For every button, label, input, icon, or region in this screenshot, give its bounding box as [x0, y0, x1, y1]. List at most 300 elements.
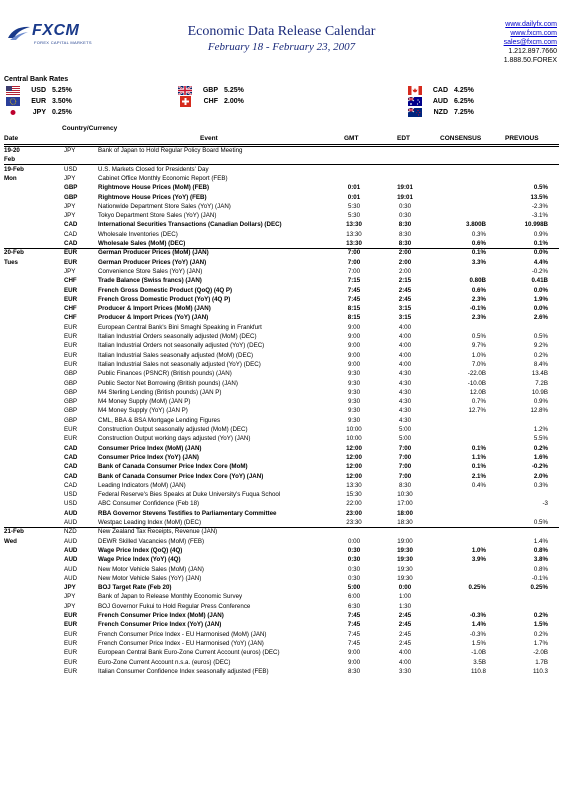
currency-cell: AUD [64, 565, 78, 573]
table-row [0, 202, 563, 211]
rate-chf: CHF 2.00% [203, 98, 244, 105]
table-row [0, 592, 563, 601]
currency-cell: GBP [64, 370, 78, 378]
dailyfx-link[interactable]: www.dailyfx.com [505, 21, 557, 28]
previous-cell: 9.2% [533, 342, 548, 350]
gmt-cell: 9:00 [347, 360, 361, 368]
consensus-cell: 110.8 [470, 667, 486, 675]
gmt-cell: 12:00 [346, 472, 362, 480]
consensus-cell: 0.25% [468, 584, 486, 592]
consensus-cell: 0.1% [471, 444, 486, 452]
previous-cell: 5.5% [533, 435, 548, 443]
table-row [0, 248, 563, 257]
event-cell: M4 Sterling Lending (British pounds) (JAN P) [98, 388, 222, 396]
rate-usd: USD 5.25% [31, 87, 72, 94]
table-row [0, 341, 563, 350]
gmt-cell: 5:30 [347, 202, 361, 210]
currency-cell: JPY [64, 267, 76, 275]
edt-cell: 8:30 [398, 240, 412, 247]
currency-cell: CAD [64, 240, 78, 247]
table-row [0, 230, 563, 239]
consensus-cell: 0.7% [471, 398, 486, 406]
edt-cell: 19:30 [397, 556, 413, 564]
edt-cell: 10:30 [397, 491, 413, 499]
currency-cell: CAD [64, 453, 78, 461]
gmt-cell: 9:30 [347, 388, 361, 396]
previous-cell: 0.25% [530, 584, 548, 592]
currency-cell: AUD [64, 574, 78, 582]
event-cell: DEWR Skilled Vacancies (MoM) (FEB) [98, 537, 205, 545]
gmt-cell: 0:00 [347, 537, 361, 545]
previous-cell: 0.0% [533, 305, 548, 313]
header-gmt: GMT [344, 135, 359, 142]
event-cell: Producer & Import Prices (MoM) (JAN) [98, 305, 211, 313]
event-cell: Italian Industrial Orders seasonally adjusted (MoM) (DEC) [98, 333, 257, 340]
currency-cell: CAD [64, 230, 78, 238]
event-cell: Italian Industrial Sales not seasonally adjusted (YoY) (DEC) [98, 360, 261, 368]
event-cell: Bank of Canada Consumer Price Index Core (YoY) (JAN) [98, 472, 264, 480]
header-edt: EDT [397, 135, 410, 142]
currency-cell: EUR [64, 333, 78, 340]
table-row [0, 174, 563, 183]
phone-number: 1.212.897.7660 [508, 48, 557, 55]
event-cell: French Gross Domestic Product (QoQ) (4Q P) [98, 286, 233, 294]
edt-cell: 7:00 [398, 453, 412, 461]
table-row [0, 444, 563, 453]
currency-cell: USD [64, 500, 78, 508]
event-cell: French Consumer Price Index - EU Harmonised (MoM) (JAN) [98, 630, 267, 638]
previous-cell: 0.0% [533, 249, 548, 257]
event-cell: Italian Industrial Orders not seasonally adjusted (YoY) (DEC) [98, 342, 265, 350]
table-row [0, 369, 563, 378]
gmt-cell: 7:45 [347, 612, 361, 619]
table-row [0, 472, 563, 481]
edt-cell: 2:00 [398, 258, 412, 266]
event-cell: Italian Industrial Sales seasonally adjusted (MoM) (DEC) [98, 351, 254, 359]
gmt-cell: 9:30 [347, 407, 361, 415]
currency-cell: EUR [64, 323, 78, 331]
table-row [0, 193, 563, 202]
currency-cell: EUR [64, 295, 78, 303]
page-subtitle: February 18 - February 23, 2007 [207, 41, 356, 53]
currency-cell: EUR [64, 342, 78, 350]
previous-cell: 0.9% [533, 230, 548, 238]
table-row [0, 286, 563, 295]
consensus-cell: 0.80B [469, 277, 486, 285]
table-row [0, 388, 563, 397]
logo-wordmark: FXCM [32, 22, 80, 39]
edt-cell: 19:30 [397, 546, 413, 554]
currency-cell: JPY [64, 202, 76, 210]
gmt-cell: 6:00 [347, 593, 361, 601]
event-cell: Wholesale Inventories (DEC) [98, 230, 178, 238]
currency-cell: EUR [64, 426, 78, 433]
currency-cell: EUR [64, 649, 78, 657]
edt-cell: 7:00 [398, 463, 412, 471]
gmt-cell: 9:00 [347, 342, 361, 350]
event-cell: Wage Price Index (YoY) (4Q) [98, 556, 181, 564]
event-cell: U.S. Markets Closed for Presidents' Day [98, 165, 209, 173]
gmt-cell: 9:00 [347, 323, 361, 331]
previous-cell: -0.2% [531, 463, 548, 471]
consensus-cell: 0.4% [471, 481, 486, 489]
event-cell: CML, BBA & BSA Mortgage Lending Figures [98, 416, 221, 424]
edt-cell: 4:00 [398, 351, 412, 359]
date-cell: 20-Feb [4, 249, 24, 257]
table-row [0, 276, 563, 285]
consensus-cell: 1.0% [471, 351, 486, 359]
table-row [0, 360, 563, 369]
table-row [0, 397, 563, 406]
gmt-cell: 7:45 [347, 286, 361, 294]
table-row [0, 267, 563, 276]
table-row [0, 639, 563, 648]
edt-cell: 4:00 [398, 333, 412, 340]
previous-cell: 1.4% [533, 537, 548, 545]
header-consensus: CONSENSUS [440, 135, 482, 142]
event-cell: BOJ Target Rate (Feb 20) [98, 584, 172, 592]
date-cell: Tues [4, 258, 18, 266]
central-bank-rates-title: Central Bank Rates [4, 76, 69, 83]
previous-cell: 2.0% [533, 472, 548, 480]
gmt-cell: 22:00 [346, 500, 362, 508]
table-row [0, 406, 563, 415]
event-cell: Cabinet Office Monthly Economic Report (FEB) [98, 174, 228, 182]
table-row [0, 630, 563, 639]
event-cell: Consumer Price Index (MoM) (JAN) [98, 444, 202, 452]
event-cell: Rightmove House Prices (YoY) (FEB) [98, 193, 207, 201]
event-cell: Consumer Price Index (YoY) (JAN) [98, 453, 199, 461]
gmt-cell: 9:30 [347, 370, 361, 378]
event-cell: Wage Price Index (QoQ) (4Q) [98, 546, 183, 554]
table-row [0, 379, 563, 388]
edt-cell: 4:00 [398, 360, 412, 368]
gmt-cell: 9:00 [347, 658, 361, 666]
rate-jpy: JPY 0.25% [32, 109, 72, 116]
previous-cell: 0.3% [533, 481, 548, 489]
rate-nzd: NZD 7.25% [433, 109, 474, 116]
table-row [0, 332, 563, 341]
gmt-cell: 12:00 [346, 463, 362, 471]
rate-aud: AUD 6.25% [432, 98, 474, 105]
consensus-cell: 2.3% [471, 314, 486, 322]
table-row [0, 546, 563, 555]
gmt-cell: 13:30 [346, 240, 362, 247]
gmt-cell: 0:30 [347, 556, 361, 564]
gmt-cell: 7:15 [347, 277, 361, 285]
consensus-cell: 1.4% [471, 621, 486, 629]
previous-cell: 0.8% [533, 565, 548, 573]
previous-cell: 0.2% [533, 444, 548, 452]
currency-cell: NZD [64, 528, 77, 536]
edt-cell: 2:45 [398, 295, 412, 303]
currency-cell: AUD [64, 519, 78, 526]
currency-cell: JPY [64, 602, 76, 610]
fxcm-link[interactable]: www.fxcm.com [510, 30, 557, 37]
gmt-cell: 0:01 [347, 193, 361, 201]
event-cell: European Central Bank Euro-Zone Current Account (euros) (DEC) [98, 649, 280, 657]
edt-cell: 2:45 [398, 286, 412, 294]
edt-cell: 19:30 [397, 565, 413, 573]
currency-cell: EUR [64, 667, 78, 675]
edt-cell: 4:30 [398, 407, 412, 415]
currency-cell: GBP [64, 193, 78, 201]
table-row [0, 453, 563, 462]
gmt-cell: 8:30 [347, 667, 361, 675]
currency-cell: CHF [64, 277, 77, 285]
table-row [0, 667, 563, 676]
event-cell: European Central Bank's Bini Smaghi Speaking in Frankfurt [98, 323, 262, 331]
edt-cell: 19:01 [397, 184, 413, 192]
edt-cell: 8:30 [398, 230, 412, 238]
gmt-cell: 23:30 [346, 519, 362, 526]
previous-cell: -0.1% [531, 574, 548, 582]
edt-cell: 2:00 [398, 267, 412, 275]
gmt-cell: 9:00 [347, 333, 361, 340]
consensus-cell: 3.800B [466, 221, 486, 229]
consensus-cell: -0.3% [469, 612, 486, 619]
previous-cell: 0.8% [533, 546, 548, 554]
event-cell: New Motor Vehicle Sales (MoM) (JAN) [98, 565, 204, 573]
previous-cell: 7.2B [535, 379, 548, 387]
date-cell: 19-Feb [4, 165, 24, 173]
edt-cell: 5:00 [398, 426, 412, 433]
edt-cell: 8:30 [398, 221, 412, 229]
event-cell: Italian Consumer Confidence Index seasonally adjusted (FEB) [98, 667, 269, 675]
table-row [0, 499, 563, 508]
edt-cell: 19:30 [397, 574, 413, 582]
currency-cell: JPY [64, 212, 76, 220]
table-row [0, 509, 563, 518]
currency-cell: CAD [64, 463, 78, 471]
previous-cell: 1.7B [535, 658, 548, 666]
toll-free-number: 1.888.50.FOREX [503, 57, 557, 64]
currency-cell: USD [64, 491, 78, 499]
currency-cell: GBP [64, 407, 78, 415]
edt-cell: 2:45 [398, 612, 412, 619]
currency-cell: GBP [64, 388, 78, 396]
consensus-cell: 9.7% [471, 342, 486, 350]
previous-cell: 1.5% [533, 621, 548, 629]
gmt-cell: 10:00 [346, 426, 362, 433]
swiss-flag-icon [180, 96, 191, 107]
consensus-cell: 3.3% [471, 258, 486, 266]
gmt-cell: 9:30 [347, 416, 361, 424]
consensus-cell: 1.5% [471, 639, 486, 647]
gmt-cell: 7:00 [347, 249, 361, 257]
currency-cell: EUR [64, 258, 78, 266]
currency-cell: GBP [64, 184, 78, 192]
previous-cell: 0.2% [533, 630, 548, 638]
previous-cell: -2.3% [531, 202, 548, 210]
gmt-cell: 9:30 [347, 379, 361, 387]
edt-cell: 4:30 [398, 388, 412, 396]
rate-eur: EUR 3.50% [31, 98, 72, 105]
consensus-cell: 12.0B [469, 388, 486, 396]
gmt-cell: 9:00 [347, 649, 361, 657]
event-cell: Rightmove House Prices (MoM) (FEB) [98, 184, 210, 192]
previous-cell: 13.5% [530, 193, 548, 201]
currency-cell: EUR [64, 435, 78, 443]
previous-cell: 3.8% [533, 556, 548, 564]
gmt-cell: 6:30 [347, 602, 361, 610]
edt-cell: 19:01 [397, 193, 413, 201]
table-row [0, 481, 563, 490]
consensus-cell: 0.3% [471, 230, 486, 238]
currency-cell: JPY [64, 174, 76, 182]
event-cell: Nationwide Department Store Sales (YoY) (JAN) [98, 202, 231, 210]
currency-cell: CAD [64, 472, 78, 480]
edt-cell: 4:30 [398, 379, 412, 387]
edt-cell: 2:45 [398, 630, 412, 638]
gmt-cell: 10:00 [346, 435, 362, 443]
rate-gbp: GBP 5.25% [202, 87, 244, 94]
consensus-cell: 0.6% [471, 286, 486, 294]
consensus-cell: 3.5B [473, 658, 486, 666]
currency-cell: EUR [64, 286, 78, 294]
currency-cell: EUR [64, 249, 78, 257]
previous-cell: 1.7% [533, 639, 548, 647]
currency-cell: CAD [64, 444, 78, 452]
event-cell: RBA Governor Stevens Testifies to Parliamentary Committee [98, 509, 277, 517]
event-cell: Euro-Zone Current Account n.s.a. (euros) (DEC) [98, 658, 231, 666]
currency-cell: AUD [64, 556, 78, 564]
currency-cell: CAD [64, 481, 78, 489]
event-cell: Bank of Japan to Release Monthly Economic Survey [98, 593, 243, 601]
gmt-cell: 0:30 [347, 565, 361, 573]
previous-cell: 0.5% [533, 184, 548, 192]
consensus-cell: 0.1% [471, 249, 486, 257]
edt-cell: 4:00 [398, 323, 412, 331]
edt-cell: 4:30 [398, 398, 412, 406]
table-row [0, 155, 563, 164]
gmt-cell: 12:00 [346, 453, 362, 461]
gmt-cell: 9:30 [347, 398, 361, 406]
event-cell: Public Finances (PSNCR) (British pounds) (JAN) [98, 370, 232, 378]
table-row [0, 537, 563, 546]
table-row [0, 146, 563, 155]
currency-cell: USD [64, 165, 78, 173]
table-row [0, 183, 563, 192]
previous-cell: 0.41B [531, 277, 548, 285]
table-row [0, 313, 563, 322]
currency-cell: AUD [64, 537, 78, 545]
currency-cell: EUR [64, 351, 78, 359]
event-cell: Trade Balance (Swiss francs) (JAN) [98, 277, 202, 285]
event-cell: BOJ Governor Fukui to Hold Regular Press Conference [98, 602, 251, 610]
table-row [0, 518, 563, 527]
event-cell: Producer & Import Prices (YoY) (JAN) [98, 314, 209, 322]
previous-cell: 0.0% [533, 286, 548, 294]
table-row [0, 258, 563, 267]
previous-cell: 0.2% [533, 612, 548, 619]
currency-cell: EUR [64, 621, 78, 629]
previous-cell: -3 [542, 500, 548, 508]
table-row [0, 602, 563, 611]
previous-cell: 0.5% [533, 333, 548, 340]
consensus-cell: 3.9% [471, 556, 486, 564]
currency-cell: GBP [64, 398, 78, 406]
date-cell: Wed [4, 537, 17, 545]
sales-email-link[interactable]: sales@fxcm.com [503, 39, 557, 46]
nz-flag-icon [408, 108, 422, 117]
currency-cell: JPY [64, 593, 76, 601]
currency-cell: EUR [64, 630, 78, 638]
previous-cell: 0.9% [533, 398, 548, 406]
table-row [0, 211, 563, 220]
gmt-cell: 7:45 [347, 621, 361, 629]
gmt-cell: 7:45 [347, 630, 361, 638]
currency-cell: CHF [64, 305, 77, 313]
table-row [0, 583, 563, 592]
event-cell: New Zealand Tax Receipts, Revenue (JAN) [98, 528, 218, 536]
currency-cell: GBP [64, 379, 78, 387]
edt-cell: 4:00 [398, 342, 412, 350]
event-cell: M4 Money Supply (MoM) (JAN P) [98, 398, 191, 406]
previous-cell: 12.8% [530, 407, 548, 415]
event-cell: New Motor Vehicle Sales (YoY) (JAN) [98, 574, 202, 582]
edt-cell: 7:00 [398, 472, 412, 480]
event-cell: Federal Reserve's Bies Speaks at Duke University's Fuqua School [98, 491, 281, 499]
table-row [0, 239, 563, 248]
currency-cell: CHF [64, 314, 77, 322]
event-cell: Leading Indicators (MoM) (JAN) [98, 481, 186, 489]
rate-cad: CAD 4.25% [432, 87, 474, 94]
gmt-cell: 7:45 [347, 295, 361, 303]
edt-cell: 1:30 [398, 602, 412, 610]
event-cell: German Producer Prices (YoY) (JAN) [98, 258, 207, 266]
table-row [0, 165, 563, 174]
event-cell: French Consumer Price Index - EU Harmonised (YoY) (JAN) [98, 639, 264, 647]
event-cell: Convenience Store Sales (YoY) (JAN) [98, 267, 203, 275]
table-row [0, 620, 563, 629]
previous-cell: 1.2% [533, 426, 548, 433]
gmt-cell: 13:30 [346, 221, 362, 229]
header-date: Date [4, 135, 19, 142]
event-cell: ABC Consumer Confidence (Feb 18) [98, 500, 200, 508]
previous-cell: -2.0B [533, 649, 548, 657]
currency-cell: JPY [64, 147, 76, 154]
currency-cell: JPY [64, 584, 76, 592]
event-cell: Construction Output working days adjusted (YoY) (JAN) [98, 435, 251, 443]
table-row [0, 648, 563, 657]
edt-cell: 0:30 [398, 212, 412, 220]
consensus-cell: -0.1% [469, 305, 486, 313]
canada-flag-icon [408, 86, 422, 95]
consensus-cell: -10.0B [467, 379, 486, 387]
consensus-cell: 2.1% [471, 472, 486, 480]
event-cell: Construction Output seasonally adjusted (MoM) (DEC) [98, 426, 248, 433]
consensus-cell: -1.0B [471, 649, 486, 657]
consensus-cell: 2.3% [471, 295, 486, 303]
consensus-cell: 1.1% [471, 453, 486, 461]
edt-cell: 7:00 [398, 444, 412, 452]
edt-cell: 19:00 [397, 537, 413, 545]
event-cell: M4 Money Supply (YoY) (JAN P) [98, 407, 188, 415]
event-cell: Westpac Leading Index (MoM) (DEC) [98, 519, 202, 526]
edt-cell: 2:45 [398, 639, 412, 647]
previous-cell: 0.5% [533, 519, 548, 526]
gmt-cell: 12:00 [346, 444, 362, 452]
gmt-cell: 7:45 [347, 639, 361, 647]
currency-cell: EUR [64, 612, 78, 619]
gmt-cell: 9:00 [347, 351, 361, 359]
edt-cell: 3:30 [398, 667, 412, 675]
previous-cell: 1.6% [533, 453, 548, 461]
edt-cell: 4:30 [398, 370, 412, 378]
currency-cell: GBP [64, 416, 78, 424]
consensus-cell: 12.7% [468, 407, 486, 415]
